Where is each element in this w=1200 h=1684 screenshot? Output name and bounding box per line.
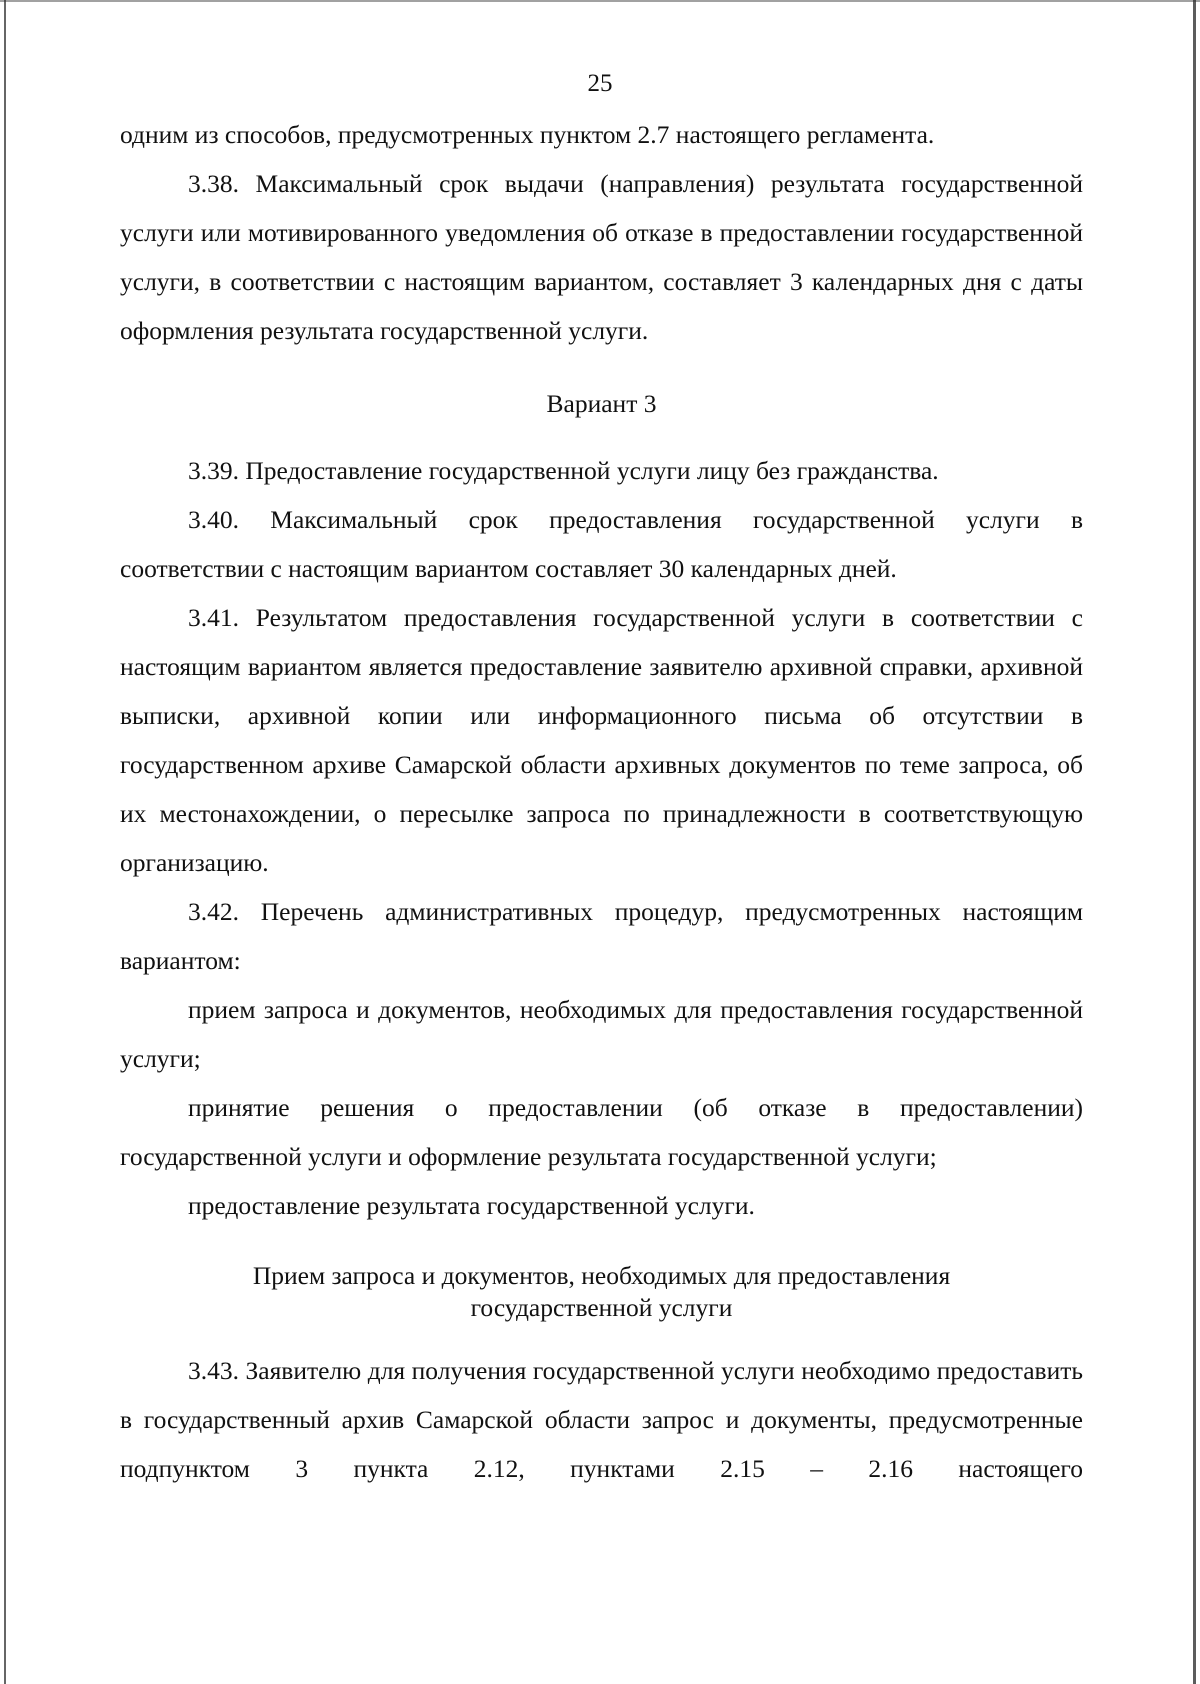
list-item-procedure-3: предоставление результата государственной услуги.: [188, 1191, 755, 1220]
list-item-procedure-2: принятие решения о предоставлении (об отказе в предоставлении) государственной услуги и оформление результата государственной услуги;: [120, 1093, 1083, 1171]
heading-variant-3: Вариант 3: [546, 389, 657, 418]
heading-section-line-1: Прием запроса и документов, необходимых для предоставления: [252, 1261, 951, 1290]
paragraph-3-38: 3.38. Максимальный срок выдачи (направления) результата государственной услуги или мотивированного уведомления об отказе в предоставлении государственной услуги, в соответствии с настоящим вариантом, составляет 3 календарных дня с даты оформления результата государственной услуги.: [120, 169, 1083, 345]
scan-edge-right: [1193, 0, 1196, 1684]
paragraph-3-42: 3.42. Перечень административных процедур, предусмотренных настоящим вариантом:: [120, 897, 1083, 975]
paragraph-3-41: 3.41. Результатом предоставления государственной услуги в соответствии с настоящим вариантом является предоставление заявителю архивной справки, архивной выписки, архивной копии или информационного письма об отсутствии в государственном архиве Самарской области архивных документов по теме запроса, об их местонахождении, о пересылке запроса по принадлежности в соответствующую организацию.: [120, 603, 1083, 877]
scan-edge-left: [4, 0, 6, 1684]
paragraph-3-39: 3.39. Предоставление государственной услуги лицу без гражданства.: [188, 456, 939, 485]
page-number: 25: [587, 70, 613, 97]
paragraph-3-43: 3.43. Заявителю для получения государственной услуги необходимо предоставить в государственный архив Самарской области запрос и документы, предусмотренные подпунктом 3 пункта 2.12, пунктами 2.15 – 2.16 настоящего: [120, 1356, 1083, 1483]
document-body: [120, 110, 1083, 1493]
heading-section-reception: [120, 1260, 1083, 1324]
heading-section-line-2: государственной услуги: [470, 1293, 733, 1322]
paragraph-3-40: 3.40. Максимальный срок предоставления государственной услуги в соответствии с настоящим вариантом составляет 30 календарных дней.: [120, 505, 1083, 583]
scan-edge-top: [0, 0, 1200, 2]
paragraph-continuation: одним из способов, предусмотренных пунктом 2.7 настоящего регламента.: [120, 120, 935, 149]
list-item-procedure-1: прием запроса и документов, необходимых для предоставления государственной услуги;: [120, 995, 1083, 1073]
